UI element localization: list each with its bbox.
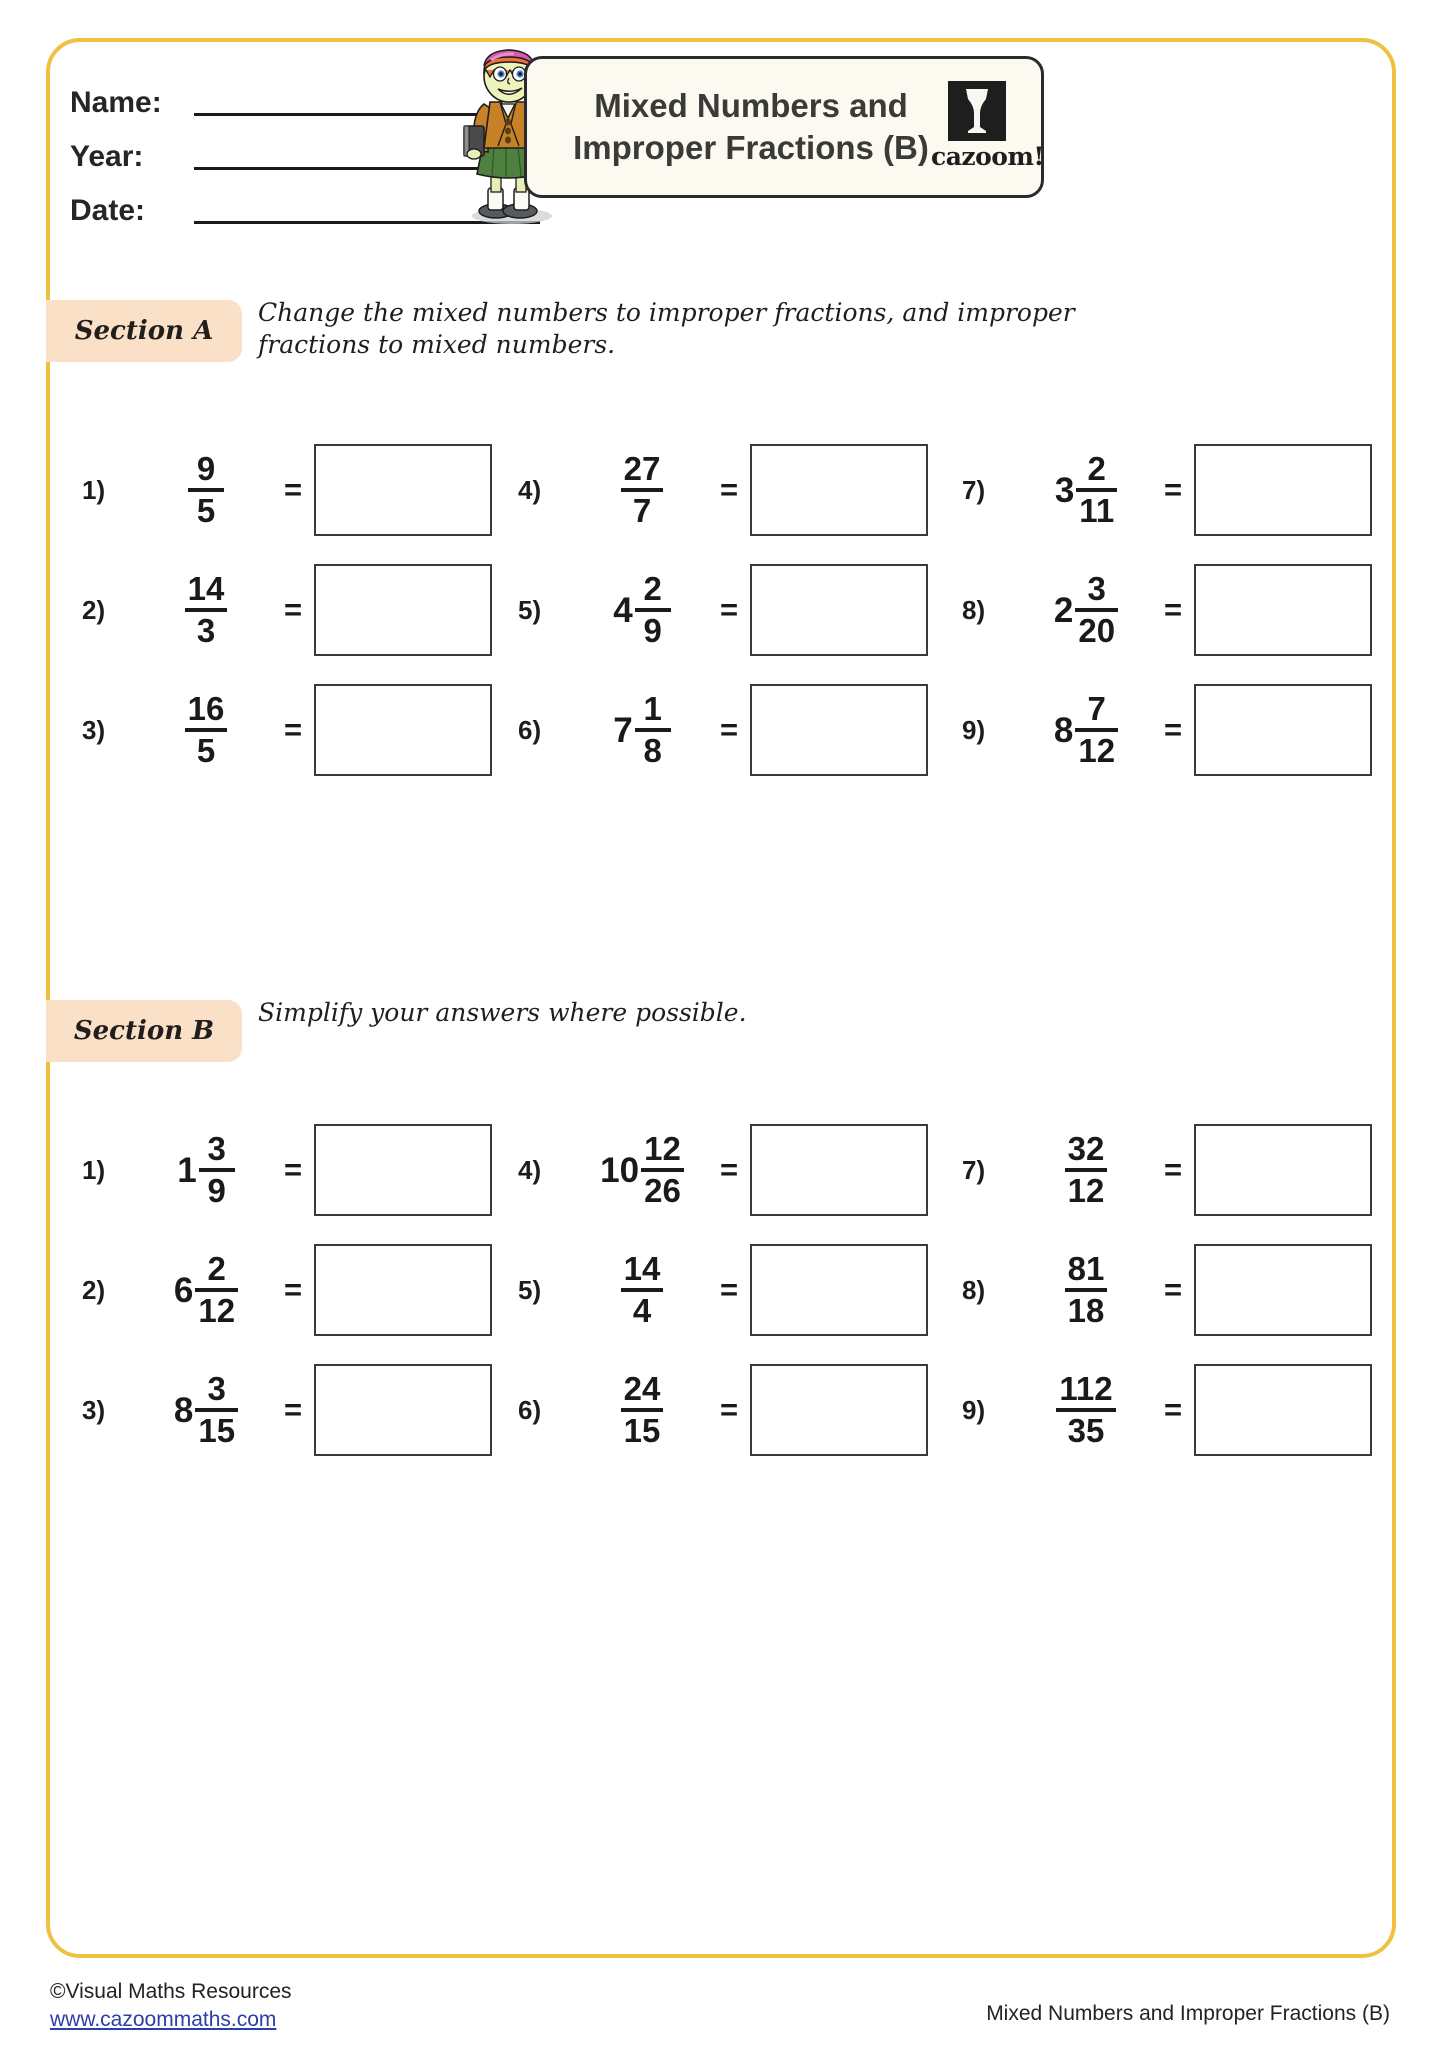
whole-number-part: 10 bbox=[600, 1150, 640, 1190]
question-expression bbox=[576, 1360, 708, 1460]
whole-number-part: 7 bbox=[613, 710, 633, 750]
question-item bbox=[46, 670, 478, 790]
section-a-instruction: Change the mixed numbers to improper fractions, and improper fractions to mixed numbers. bbox=[258, 298, 1075, 359]
fraction-denominator: 4 bbox=[632, 1292, 652, 1329]
equals-sign: = bbox=[719, 712, 739, 747]
fraction-numerator: 2 bbox=[207, 1250, 226, 1288]
fraction-denominator: 9 bbox=[643, 612, 662, 649]
question-item bbox=[918, 670, 1356, 790]
fraction-numerator: 2 bbox=[643, 570, 662, 608]
question-row bbox=[46, 670, 1356, 790]
whole-number-part: 2 bbox=[1053, 590, 1074, 630]
fraction bbox=[1075, 690, 1118, 769]
whole-number-part: 8 bbox=[173, 1390, 194, 1430]
question-item bbox=[918, 1230, 1356, 1350]
cazoom-logo-text: cazoom! bbox=[931, 142, 1044, 171]
fraction-denominator: 12 bbox=[1078, 732, 1116, 769]
fraction-numerator: 14 bbox=[187, 570, 225, 608]
fraction-denominator: 15 bbox=[198, 1412, 236, 1449]
question-number: 2) bbox=[82, 1274, 106, 1305]
fraction-numerator: 16 bbox=[187, 690, 225, 728]
fraction-numerator: 32 bbox=[1067, 1130, 1105, 1168]
question-number: 6) bbox=[518, 1394, 542, 1425]
fraction-denominator: 12 bbox=[198, 1292, 236, 1329]
fraction bbox=[188, 450, 224, 529]
equals-sign: = bbox=[719, 1392, 739, 1427]
question-number: 4) bbox=[518, 474, 542, 505]
whole-number-part: 3 bbox=[1054, 470, 1075, 510]
whole-number-part: 6 bbox=[173, 1270, 194, 1310]
question-number: 5) bbox=[518, 1274, 542, 1305]
fraction bbox=[621, 450, 664, 529]
question-item bbox=[46, 1230, 478, 1350]
worksheet-header bbox=[46, 38, 1396, 253]
question-row bbox=[46, 550, 1356, 670]
fraction bbox=[1056, 1370, 1115, 1449]
fraction-numerator: 14 bbox=[623, 1250, 661, 1288]
question-expression bbox=[140, 1120, 272, 1220]
title-line-1: Mixed Numbers and bbox=[594, 86, 908, 124]
fraction-numerator: 12 bbox=[644, 1130, 681, 1168]
fraction-denominator: 5 bbox=[196, 732, 216, 769]
worksheet-footer bbox=[46, 1978, 1396, 2048]
question-row bbox=[46, 1230, 1356, 1350]
answer-box[interactable] bbox=[750, 1244, 928, 1336]
equals-sign: = bbox=[1163, 592, 1183, 627]
fraction bbox=[1076, 450, 1117, 529]
fraction bbox=[1065, 1130, 1108, 1209]
question-expression bbox=[576, 1240, 708, 1340]
section-a-questions bbox=[46, 430, 1356, 790]
fraction bbox=[1065, 1250, 1108, 1329]
equals-sign: = bbox=[719, 1152, 739, 1187]
fraction-numerator: 3 bbox=[1087, 570, 1106, 608]
fraction-numerator: 1 bbox=[643, 690, 662, 728]
question-item bbox=[478, 1230, 918, 1350]
question-item bbox=[918, 550, 1356, 670]
fraction bbox=[185, 570, 228, 649]
section-a-pill bbox=[46, 300, 242, 362]
answer-box[interactable] bbox=[1194, 564, 1372, 656]
question-expression bbox=[140, 1360, 272, 1460]
fraction bbox=[195, 1250, 238, 1329]
fraction bbox=[635, 570, 671, 649]
question-expression bbox=[576, 440, 708, 540]
question-item bbox=[918, 1110, 1356, 1230]
fraction-denominator: 5 bbox=[196, 492, 216, 529]
equals-sign: = bbox=[283, 1152, 303, 1187]
question-item bbox=[46, 550, 478, 670]
fraction bbox=[1075, 570, 1118, 649]
fraction bbox=[621, 1370, 664, 1449]
fraction-denominator: 20 bbox=[1078, 612, 1116, 649]
section-a-label: Section A bbox=[74, 316, 214, 346]
whole-number-part: 8 bbox=[1053, 710, 1074, 750]
question-expression bbox=[576, 1120, 708, 1220]
question-item bbox=[478, 430, 918, 550]
fraction-numerator: 3 bbox=[207, 1370, 226, 1408]
question-item bbox=[478, 1110, 918, 1230]
fraction-numerator: 24 bbox=[623, 1370, 661, 1408]
equals-sign: = bbox=[719, 1272, 739, 1307]
question-expression bbox=[1020, 560, 1152, 660]
question-expression bbox=[1020, 1120, 1152, 1220]
question-number: 8) bbox=[962, 594, 986, 625]
equals-sign: = bbox=[283, 712, 303, 747]
question-number: 3) bbox=[82, 714, 106, 745]
section-a-header bbox=[46, 300, 1356, 362]
equals-sign: = bbox=[1163, 1272, 1183, 1307]
question-item bbox=[478, 550, 918, 670]
fraction-numerator: 2 bbox=[1087, 450, 1106, 488]
fraction bbox=[199, 1130, 235, 1209]
section-b-questions bbox=[46, 1110, 1356, 1470]
question-number: 9) bbox=[962, 1394, 986, 1425]
answer-box[interactable] bbox=[314, 1124, 492, 1216]
footer-worksheet-name: Mixed Numbers and Improper Fractions (B) bbox=[986, 2002, 1390, 2025]
question-expression bbox=[140, 560, 272, 660]
fraction-denominator: 9 bbox=[207, 1172, 226, 1209]
question-item bbox=[918, 430, 1356, 550]
copyright-text: ©Visual Maths Resources bbox=[50, 1980, 292, 2003]
question-expression bbox=[140, 1240, 272, 1340]
answer-box[interactable] bbox=[1194, 1124, 1372, 1216]
question-expression bbox=[140, 440, 272, 540]
answer-box[interactable] bbox=[1194, 444, 1372, 536]
equals-sign: = bbox=[283, 1272, 303, 1307]
question-number: 4) bbox=[518, 1154, 542, 1185]
fraction-numerator: 7 bbox=[1087, 690, 1106, 728]
name-field-label: Name: bbox=[70, 86, 162, 119]
equals-sign: = bbox=[1163, 712, 1183, 747]
fraction-numerator: 81 bbox=[1067, 1250, 1105, 1288]
fraction-numerator: 27 bbox=[623, 450, 661, 488]
question-number: 9) bbox=[962, 714, 986, 745]
answer-box[interactable] bbox=[750, 1124, 928, 1216]
question-item bbox=[46, 1110, 478, 1230]
question-number: 7) bbox=[962, 474, 986, 505]
question-expression bbox=[576, 560, 708, 660]
equals-sign: = bbox=[1163, 1152, 1183, 1187]
hourglass-icon bbox=[948, 81, 1006, 141]
equals-sign: = bbox=[719, 472, 739, 507]
worksheet-title-box bbox=[524, 56, 1044, 198]
question-expression bbox=[1020, 680, 1152, 780]
question-item bbox=[478, 1350, 918, 1470]
fraction-denominator: 35 bbox=[1067, 1412, 1105, 1449]
answer-box[interactable] bbox=[750, 684, 928, 776]
date-field-label: Date: bbox=[70, 194, 146, 227]
answer-box[interactable] bbox=[314, 1364, 492, 1456]
question-row bbox=[46, 1110, 1356, 1230]
cazoom-logo bbox=[931, 81, 1044, 171]
whole-number-part: 4 bbox=[613, 590, 633, 630]
question-item bbox=[478, 670, 918, 790]
fraction-denominator: 7 bbox=[632, 492, 652, 529]
whole-number-part: 1 bbox=[177, 1150, 197, 1190]
answer-box[interactable] bbox=[314, 444, 492, 536]
website-link[interactable]: www.cazoommaths.com bbox=[50, 2008, 277, 2032]
section-b-instruction: Simplify your answers where possible. bbox=[258, 998, 747, 1027]
equals-sign: = bbox=[283, 592, 303, 627]
answer-box[interactable] bbox=[750, 564, 928, 656]
question-number: 2) bbox=[82, 594, 106, 625]
question-row bbox=[46, 1350, 1356, 1470]
question-expression bbox=[140, 680, 272, 780]
fraction-denominator: 18 bbox=[1067, 1292, 1105, 1329]
fraction-denominator: 11 bbox=[1079, 492, 1115, 529]
equals-sign: = bbox=[1163, 1392, 1183, 1427]
answer-box[interactable] bbox=[750, 1364, 928, 1456]
fraction bbox=[195, 1370, 238, 1449]
fraction bbox=[185, 690, 228, 769]
question-number: 1) bbox=[82, 474, 106, 505]
question-item bbox=[46, 1350, 478, 1470]
fraction-denominator: 15 bbox=[623, 1412, 661, 1449]
question-number: 1) bbox=[82, 1154, 106, 1185]
question-expression bbox=[576, 680, 708, 780]
question-item bbox=[918, 1350, 1356, 1470]
page-title bbox=[551, 85, 951, 169]
question-number: 8) bbox=[962, 1274, 986, 1305]
fraction-numerator: 9 bbox=[196, 450, 216, 488]
year-field-label: Year: bbox=[70, 140, 144, 173]
question-expression bbox=[1020, 1360, 1152, 1460]
fraction-denominator: 26 bbox=[644, 1172, 681, 1209]
title-line-2: Improper Fractions (B) bbox=[573, 129, 929, 166]
equals-sign: = bbox=[283, 1392, 303, 1427]
answer-box[interactable] bbox=[314, 1244, 492, 1336]
question-number: 6) bbox=[518, 714, 542, 745]
section-b-header bbox=[46, 1000, 1356, 1062]
fraction bbox=[641, 1130, 684, 1209]
question-item bbox=[46, 430, 478, 550]
fraction bbox=[635, 690, 671, 769]
answer-box[interactable] bbox=[314, 564, 492, 656]
answer-box[interactable] bbox=[1194, 1244, 1372, 1336]
answer-box[interactable] bbox=[1194, 1364, 1372, 1456]
fraction-numerator: 112 bbox=[1059, 1370, 1113, 1408]
question-row bbox=[46, 430, 1356, 550]
fraction-numerator: 3 bbox=[207, 1130, 226, 1168]
answer-box[interactable] bbox=[750, 444, 928, 536]
answer-box[interactable] bbox=[314, 684, 492, 776]
question-number: 5) bbox=[518, 594, 542, 625]
question-number: 3) bbox=[82, 1394, 106, 1425]
question-number: 7) bbox=[962, 1154, 986, 1185]
answer-box[interactable] bbox=[1194, 684, 1372, 776]
question-expression bbox=[1020, 1240, 1152, 1340]
section-b-label: Section B bbox=[73, 1016, 215, 1046]
equals-sign: = bbox=[719, 592, 739, 627]
fraction-denominator: 3 bbox=[196, 612, 216, 649]
fraction-denominator: 12 bbox=[1067, 1172, 1105, 1209]
question-expression bbox=[1020, 440, 1152, 540]
fraction-denominator: 8 bbox=[643, 732, 662, 769]
equals-sign: = bbox=[1163, 472, 1183, 507]
section-b-pill bbox=[46, 1000, 242, 1062]
footer-credit-block bbox=[50, 1978, 292, 2035]
fraction bbox=[621, 1250, 664, 1329]
equals-sign: = bbox=[283, 472, 303, 507]
